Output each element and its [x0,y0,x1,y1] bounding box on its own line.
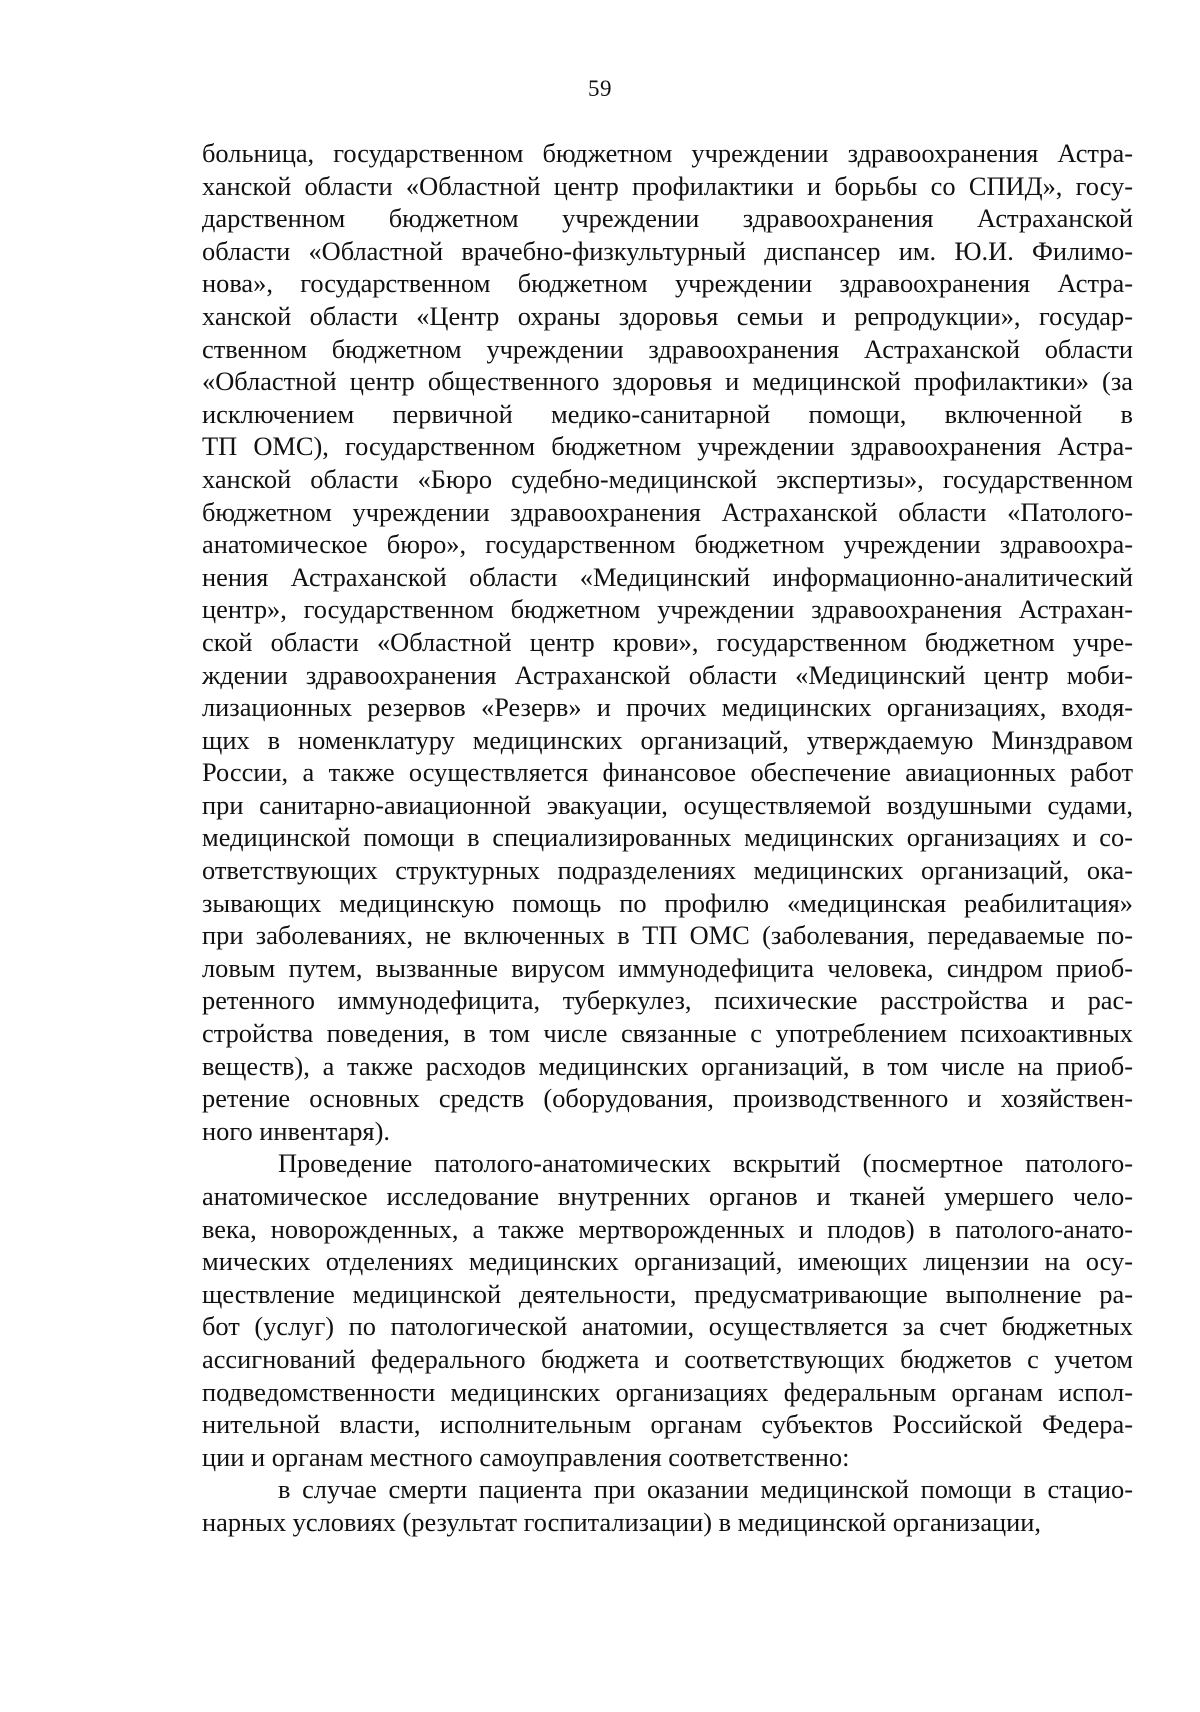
text-line: ской области «Областной центр крови», государственном бюджетном учре- [202,626,1133,657]
text-line: ханской области «Центр охраны здоровья семьи и репродукции», государ- [202,300,1133,331]
text-line: ТП ОМС), государственном бюджетном учреждении здравоохранения Астра- [202,431,1133,462]
text-line: при заболеваниях, не включенных в ТП ОМС (заболевания, передаваемые по- [202,920,1133,951]
text-line: ществление медицинской деятельности, предусматривающие выполнение ра- [202,1278,1133,1309]
text-line: Проведение патолого-анатомических вскрытий (посмертное патолого- [278,1148,1133,1179]
text-line: ответствующих структурных подразделениях медицинских организаций, ока- [202,855,1133,886]
text-line: больница, государственном бюджетном учреждении здравоохранения Астра- [202,138,1133,168]
text-line: мических отделениях медицинских организаций, имеющих лицензии на осу- [202,1246,1133,1277]
paragraph [202,137,1133,1147]
text-line: ассигнований федерального бюджета и соответствующих бюджетов с учетом [202,1343,1133,1374]
text-line: в случае смерти пациента при оказании медицинской помощи в стацио- [278,1474,1133,1505]
text-line: ретенного иммунодефицита, туберкулез, психические расстройства и рас- [202,985,1133,1016]
text-line: зывающих медицинскую помощь по профилю «медицинская реабилитация» [202,887,1133,918]
text-line: центр», государственном бюджетном учреждении здравоохранения Астрахан- [202,594,1133,625]
text-line: бот (услуг) по патологической анатомии, осуществляется за счет бюджетных [202,1311,1133,1342]
page-number: 59 [588,76,612,101]
text-line: при санитарно-авиационной эвакуации, осуществляемой воздушными судами, [202,789,1133,820]
paragraph [202,1147,1133,1473]
text-line: России, а также осуществляется финансовое обеспечение авиационных работ [202,757,1133,788]
text-line: лизационных резервов «Резерв» и прочих медицинских организациях, входя- [202,692,1133,723]
text-line: области «Областной врачебно-физкультурный диспансер им. Ю.И. Филимо- [202,235,1133,266]
text-line: ретение основных средств (оборудования, производственного и хозяйствен- [202,1083,1133,1114]
text-line: анатомическое бюро», государственном бюджетном учреждении здравоохра- [202,529,1133,560]
body-text [202,137,1133,1539]
text-line: ждении здравоохранения Астраханской области «Медицинский центр моби- [202,659,1133,690]
text-line: нительной власти, исполнительным органам субъектов Российской Федера- [202,1409,1133,1440]
text-line: «Областной центр общественного здоровья и медицинской профилактики» (за [202,366,1133,397]
text-line: ловым путем, вызванные вирусом иммунодефицита человека, синдром приоб- [202,952,1133,983]
text-line: ханской области «Бюро судебно-медицинской экспертизы», государственном [202,463,1133,494]
text-line: бюджетном учреждении здравоохранения Астраханской области «Патолого- [202,496,1133,527]
text-line: ного инвентаря). [202,1115,390,1146]
text-line: ственном бюджетном учреждении здравоохранения Астраханской области [202,333,1133,364]
text-line: дарственном бюджетном учреждении здравоохранения Астраханской [202,203,1133,234]
text-line: щих в номенклатуру медицинских организаций, утверждаемую Минздравом [202,724,1133,755]
text-line: нова», государственном бюджетном учреждении здравоохранения Астра- [202,268,1133,299]
text-line: медицинской помощи в специализированных медицинских организациях и со- [202,822,1133,853]
paragraph [202,1473,1133,1538]
text-line: исключением первичной медико-санитарной помощи, включенной в [202,398,1133,429]
text-line: ханской области «Областной центр профилактики и борьбы со СПИД», госу- [202,170,1133,201]
text-line: нарных условиях (результат госпитализации) в медицинской организации, [202,1506,1042,1537]
text-line: веществ), а также расходов медицинских организаций, в том числе на приоб- [202,1050,1133,1081]
text-line: нения Астраханской области «Медицинский информационно-аналитический [202,561,1133,592]
text-line: ции и органам местного самоуправления соответственно: [202,1441,850,1472]
text-line: анатомическое исследование внутренних органов и тканей умершего чело- [202,1181,1133,1211]
text-line: века, новорожденных, а также мертворожденных и плодов) в патолого-анато- [202,1213,1133,1244]
text-line: подведомственности медицинских организациях федеральным органам испол- [202,1376,1133,1407]
text-line: стройства поведения, в том числе связанные с употреблением психоактивных [202,1018,1133,1049]
